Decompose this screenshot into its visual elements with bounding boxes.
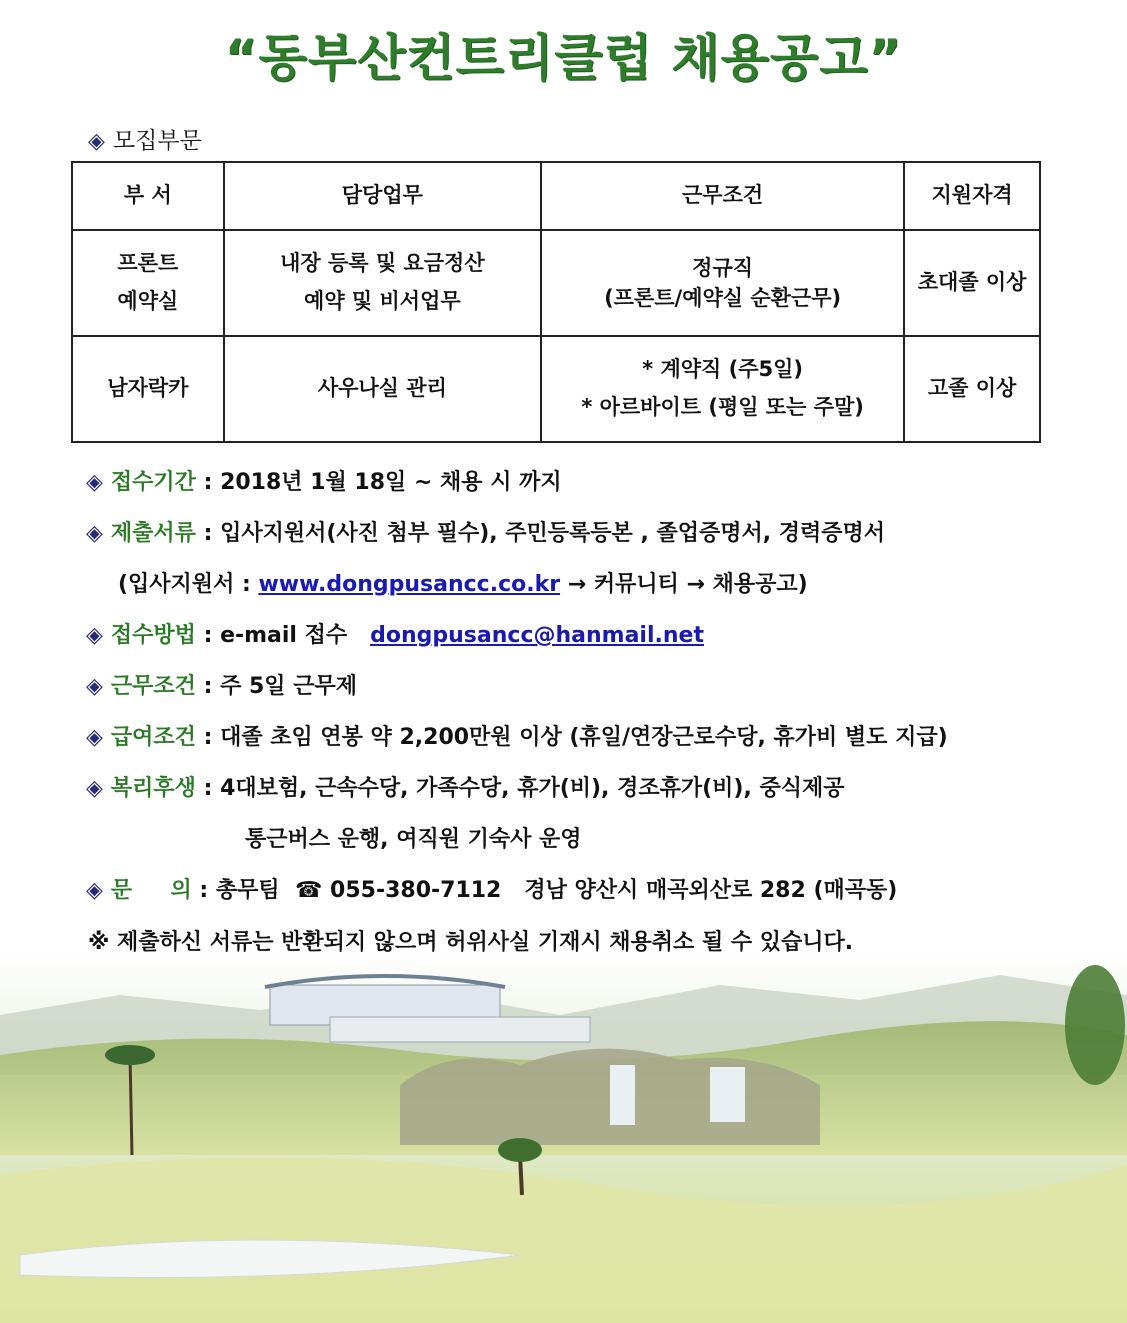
welfare-value-line2: 통근버스 운행, 여직원 기숙사 운영 (245, 827, 582, 852)
row-qualification: 고졸 이상 (904, 336, 1040, 442)
row-condition (541, 336, 904, 442)
contact-address: 경남 양산시 매곡외산로 282 (매곡동) (524, 878, 898, 903)
work-label: 근무조건 (110, 674, 196, 699)
duty-line: 사우나실 관리 (317, 376, 447, 401)
documents-note (118, 567, 808, 598)
info-method (86, 618, 704, 649)
pay-value: : 대졸 초임 연봉 약 2,200만원 이상 (휴일/연장근로수당, 휴가비 별도 지급) (203, 725, 948, 750)
tree-crown (1065, 965, 1125, 1085)
page-title: “동부산컨트리클럽 채용공고” (224, 29, 903, 87)
row-dept (72, 336, 224, 442)
info-work (86, 669, 357, 700)
diamond-bullet-icon: ◈ (86, 674, 103, 699)
header-condition: 근무조건 (541, 162, 904, 230)
diamond-bullet-icon: ◈ (86, 776, 103, 801)
recruitment-table (71, 161, 1041, 443)
diamond-bullet-icon: ◈ (88, 129, 105, 154)
table-header-row (72, 162, 1040, 230)
documents-note-suffix: → 커뮤니티 → 채용공고) (567, 572, 808, 597)
header-dept: 부 서 (72, 162, 224, 230)
documents-note-prefix: (입사지원서 : (118, 572, 259, 597)
email-link[interactable]: dongpusancc@hanmail.net (370, 623, 704, 648)
duty-line: 내장 등록 및 요금정산 (280, 251, 485, 276)
period-value: : 2018년 1월 18일 ~ 채용 시 까지 (203, 470, 562, 495)
period-label: 접수기간 (110, 470, 196, 495)
documents-label: 제출서류 (110, 521, 196, 546)
recruit-section-label: 모집부문 (112, 128, 202, 154)
row-condition (541, 230, 904, 336)
website-link[interactable]: www.dongpusancc.co.kr (258, 572, 561, 597)
condition-line: (프론트/예약실 순환근무) (604, 286, 842, 310)
header-qualification: 지원자격 (904, 162, 1040, 230)
condition-line: * 아르바이트 (평일 또는 주말) (581, 395, 864, 419)
table-row (72, 336, 1040, 442)
waterfall-stream (710, 1067, 745, 1122)
condition-line: * 계약직 (주5일) (642, 357, 804, 382)
contact-phone: 055-380-7112 (330, 878, 502, 903)
welfare-value: : 4대보험, 근속수당, 가족수당, 휴가(비), 경조휴가(비), 중식제공 (203, 776, 845, 801)
method-label: 접수방법 (110, 623, 196, 648)
info-period (86, 465, 562, 496)
row-duty (224, 336, 541, 442)
diamond-bullet-icon: ◈ (86, 878, 103, 903)
contact-label: 문 의 (110, 878, 192, 903)
contact-team: : 총무팀 (199, 878, 280, 903)
row-duty (224, 230, 541, 336)
info-pay (86, 720, 948, 751)
row-qualification: 초대졸 이상 (904, 230, 1040, 336)
header-duty: 담당업무 (224, 162, 541, 230)
table-row (72, 230, 1040, 336)
waterfall-stream (610, 1065, 635, 1125)
phone-icon: ☎ (294, 878, 323, 903)
diamond-bullet-icon: ◈ (86, 521, 103, 546)
dept-line: 예약실 (117, 289, 179, 313)
recruit-section-heading (88, 122, 202, 155)
info-documents (86, 516, 885, 547)
notice-text: ※ 제출하신 서류는 반환되지 않으며 허위사실 기재시 채용취소 될 수 있습니다. (88, 930, 854, 955)
pay-label: 급여조건 (110, 725, 196, 750)
condition-line: 정규직 (692, 255, 754, 280)
tree-crown (105, 1045, 155, 1065)
dept-line: 프론트 (117, 251, 179, 276)
info-contact (86, 873, 897, 904)
documents-value: : 입사지원서(사진 첨부 필수), 주민등록등본 , 졸업증명서, 경력증명서 (203, 521, 886, 546)
welfare-label: 복리후생 (110, 776, 196, 801)
work-value: : 주 5일 근무제 (203, 674, 357, 699)
info-welfare (86, 771, 844, 802)
row-dept (72, 230, 224, 336)
tree-crown (498, 1138, 542, 1162)
diamond-bullet-icon: ◈ (86, 725, 103, 750)
method-value: : e-mail 접수 (203, 623, 348, 648)
diamond-bullet-icon: ◈ (86, 470, 103, 495)
golf-course-illustration (0, 955, 1127, 1323)
dept-line: 남자락카 (107, 376, 189, 401)
tree (130, 1055, 132, 1155)
diamond-bullet-icon: ◈ (86, 623, 103, 648)
duty-line: 예약 및 비서업무 (304, 289, 461, 313)
clubhouse-annex (330, 1017, 590, 1042)
